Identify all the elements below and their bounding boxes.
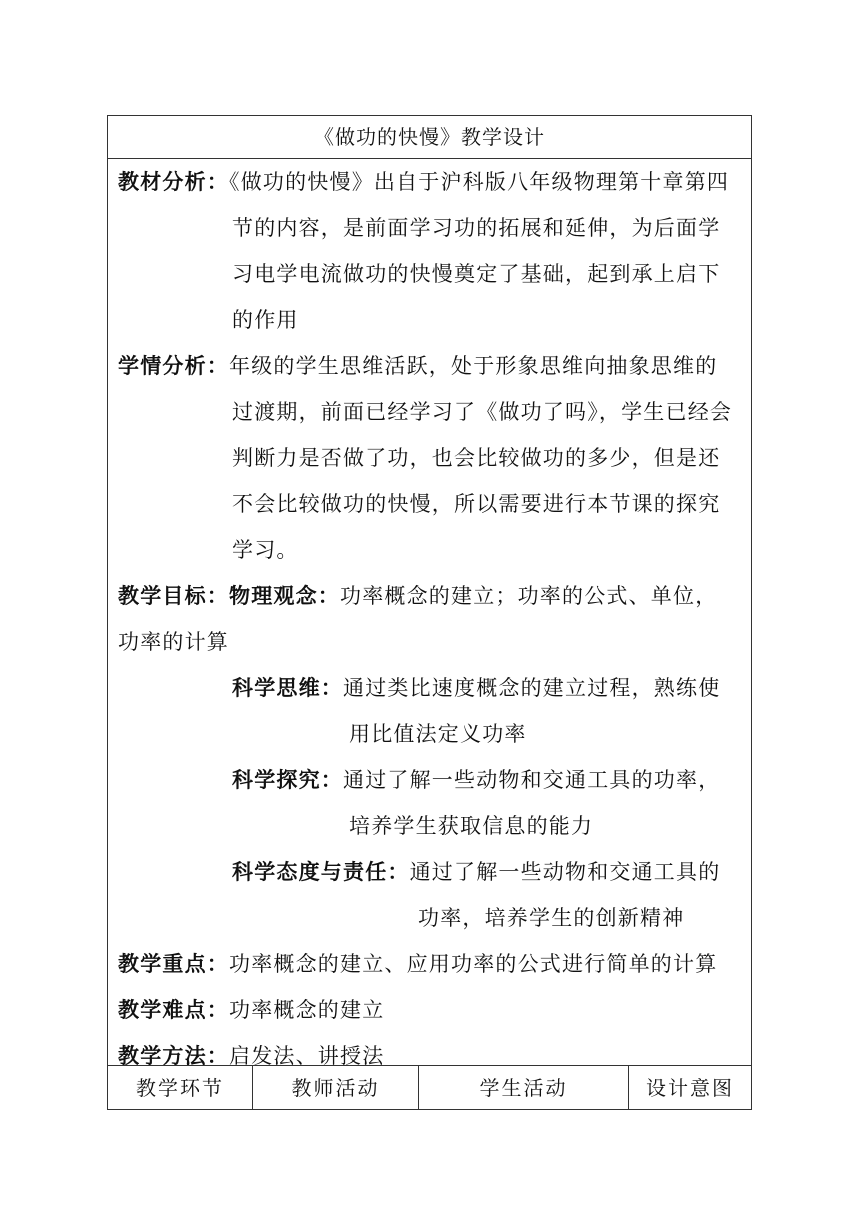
goal-scientific-inquiry-label: 科学探究：: [232, 767, 343, 792]
goal-attitude-text: 功率，培养学生的创新精神: [418, 906, 685, 930]
method-text: 启发法、讲授法: [229, 1044, 385, 1068]
goal-scientific-thinking-label: 科学思维：: [232, 675, 343, 700]
textbook-analysis-line: 《做功的快慢》出自于沪科版八年级物理第十章第四: [229, 170, 730, 194]
goal-scientific-thinking-row: [232, 665, 720, 711]
difficulty-text: 功率概念的建立: [229, 998, 385, 1022]
textbook-analysis-line: 习电学电流做功的快慢奠定了基础，起到承上启下: [232, 262, 721, 286]
method-label: 教学方法：: [118, 1043, 229, 1068]
key-point-text: 功率概念的建立、应用功率的公式进行简单的计算: [229, 952, 718, 976]
activity-table-header: [108, 1065, 751, 1110]
header-teacher-activity: 教师活动: [253, 1066, 419, 1110]
plan-content: [108, 159, 751, 1068]
student-analysis-line: 判断力是否做了功，也会比较做功的多少，但是还: [232, 446, 721, 470]
textbook-analysis-line: 节的内容，是前面学习功的拓展和延伸，为后面学: [232, 216, 721, 240]
goal-scientific-inquiry-text: 通过了解一些动物和交通工具的功率，: [343, 768, 721, 792]
header-teaching-stage: 教学环节: [108, 1066, 253, 1110]
goal-attitude-row: [232, 849, 720, 895]
goal-scientific-inquiry-row: [232, 757, 720, 803]
goal-scientific-thinking-text: 用比值法定义功率: [349, 722, 527, 746]
goal-scientific-thinking-text: 通过类比速度概念的建立过程，熟练使: [343, 676, 721, 700]
student-analysis-line: 过渡期，前面已经学习了《做功了吗》，学生已经会: [232, 400, 733, 424]
teaching-goals-label: 教学目标：: [118, 583, 229, 608]
header-design-intent: 设计意图: [646, 1076, 734, 1100]
difficulty-row: [118, 987, 384, 1033]
textbook-analysis-line: 的作用: [232, 308, 299, 332]
document-title: 《做功的快慢》教学设计: [108, 116, 751, 159]
header-student-activity: 学生活动: [419, 1066, 629, 1110]
goal-attitude-label: 科学态度与责任：: [232, 859, 410, 884]
goal-scientific-inquiry-text: 培养学生获取信息的能力: [349, 814, 594, 838]
goal-physics-concept-text: 功率的计算: [118, 630, 229, 654]
student-analysis-line: 学习。: [232, 538, 299, 562]
student-analysis-line: 年级的学生思维活跃，处于形象思维向抽象思维的: [229, 354, 718, 378]
key-point-label: 教学重点：: [118, 951, 229, 976]
goal-physics-concept-label: 物理观念：: [229, 583, 340, 608]
student-analysis-row: [118, 343, 717, 389]
textbook-analysis-label: 教材分析：: [118, 169, 229, 194]
difficulty-label: 教学难点：: [118, 997, 229, 1022]
student-analysis-label: 学情分析：: [118, 353, 229, 378]
student-analysis-line: 不会比较做功的快慢，所以需要进行本节课的探究: [232, 492, 721, 516]
goal-attitude-text: 通过了解一些动物和交通工具的: [409, 860, 721, 884]
teaching-goals-row: [118, 573, 717, 619]
lesson-plan-table: [107, 115, 752, 1110]
key-point-row: [118, 941, 717, 987]
textbook-analysis-row: [118, 159, 729, 205]
goal-physics-concept-text: 功率概念的建立；功率的公式、单位，: [340, 584, 718, 608]
